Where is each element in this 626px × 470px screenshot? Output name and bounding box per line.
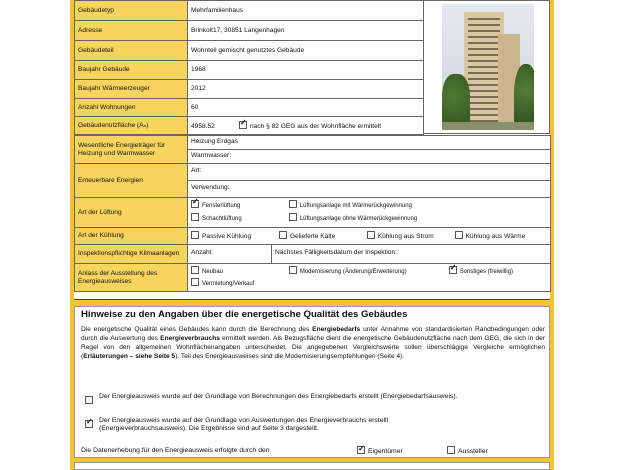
building-photo-cell [423, 0, 550, 134]
verbrauchsausweis-checkbox[interactable] [85, 420, 93, 428]
gelieferte-kaelte-checkbox[interactable] [279, 231, 287, 239]
kuehlung-options [188, 228, 551, 245]
kuehlung-waerme-label: Kühlung aus Wärme [465, 233, 526, 240]
energietraeger-label: Wesentliche Energieträger für Heizung und Warmwasser [75, 136, 188, 164]
verwendung-value: Verwendung: [191, 184, 230, 191]
passive-kuehlung-label: Passive Kühlung [202, 233, 252, 240]
table-row [75, 117, 424, 135]
row-label: Baujahr Gebäude [75, 61, 188, 80]
table-row [75, 198, 551, 228]
table-row [75, 80, 424, 99]
lueftungsanlage-mit-wrg-label: Lüftungsanlage mit Wärmerückgewinnung [299, 202, 412, 209]
table-row [75, 136, 551, 164]
bedarfsausweis-text: Der Energieausweis wurde auf der Grundlage von Berechnungen des Energiebedarfs erstellt (Energiebedarfsausweis). [99, 393, 458, 400]
aussteller-option [447, 446, 488, 455]
passive-kuehlung-checkbox[interactable] [191, 231, 199, 239]
table-row [75, 1, 424, 21]
aussteller-checkbox[interactable] [447, 446, 455, 454]
klima-values [188, 245, 551, 264]
next-section-edge [74, 462, 550, 470]
certificate-page [70, 0, 554, 470]
sonstiges-label: Sonstiges (freiwillig) [459, 268, 514, 275]
eigentuemer-checkbox[interactable] [357, 446, 365, 454]
neubau-label: Neubau [202, 268, 224, 275]
klima-datum: Nächstes Fälligkeitsdatum der Inspektion: [275, 249, 398, 256]
energietraeger-values [188, 136, 551, 164]
art-value: Art: [188, 164, 550, 181]
building-photo [442, 4, 534, 130]
lueftungsanlage-mit-wrg-checkbox[interactable] [289, 200, 297, 208]
anlass-options [188, 264, 551, 292]
table-row [75, 264, 551, 292]
lueftungsanlage-ohne-wrg-label: Lüftungsanlage ohne Wärmerückgewinnung [299, 215, 418, 222]
row-value: Brinkolt17, 30851 Langenhagen [188, 21, 424, 41]
kuehlung-waerme-checkbox[interactable] [455, 231, 463, 239]
table-row [75, 164, 551, 198]
erneuerbare-values [188, 164, 551, 198]
erneuerbare-label: Erneuerbare Energien [75, 164, 188, 198]
fensterlueftung-label: Fensterlüftung [202, 202, 241, 209]
sonstiges-checkbox[interactable] [449, 266, 457, 274]
kuehlung-strom-checkbox[interactable] [367, 231, 375, 239]
nutzflaeche-label: Gebäudenutzfläche (Aₙ) [75, 117, 188, 135]
eigentuemer-option [357, 446, 403, 455]
vermietung-label: Vermietung/Verkauf [202, 280, 255, 287]
geg-checkbox[interactable] [239, 121, 247, 129]
aussteller-label: Aussteller [458, 448, 488, 455]
schachtlueftung-checkbox[interactable] [191, 213, 199, 221]
neubau-checkbox[interactable] [191, 266, 199, 274]
geg-option-label: nach § 82 GEG aus der Wohnfläche ermittelt [250, 122, 382, 130]
table-row [75, 21, 424, 41]
warmwasser-value: Warmwasser: [191, 152, 232, 159]
row-label: Anzahl Wohnungen [75, 99, 188, 117]
nutzflaeche-value-cell [188, 117, 424, 135]
modernisierung-checkbox[interactable] [289, 266, 297, 274]
table-row [75, 61, 424, 80]
energy-table [74, 135, 551, 292]
lueftung-options [188, 198, 551, 228]
eigentuemer-label: Eigentümer [368, 448, 403, 455]
modernisierung-label: Modernisierung (Änderung/Erweiterung) [299, 268, 407, 275]
table-row [75, 41, 424, 61]
table-row [75, 245, 551, 264]
heizung-value: Heizung:Erdgas [188, 136, 550, 150]
hints-section [74, 306, 550, 458]
row-label: Adresse [75, 21, 188, 41]
row-value: 1968 [188, 61, 424, 80]
row-value: 2012 [188, 80, 424, 99]
hints-title: Hinweise zu den Angaben über die energetische Qualität des Gebäudes [81, 309, 408, 320]
hints-paragraph: Die energetische Qualität eines Gebäudes kann durch die Berechnung des Energiebedarfs unter Annahme von standardisierten Randbedingungen oder durch die Auswertung des Energieverbrauchs ermittelt werden. Als Bezugsfläche dient die energetische Gebäudenutzfläche nach dem GEG, die sich in der Regel von den allgemeinen Wohnflächenangaben unterscheidet. Die angegebenen Vergleichswerte sollen überschlägige Vergleiche ermöglichen (Erläuterungen – siehe Seite 5). Teil des Energieausweises sind die Modernisierungsempfehlungen (Seite 4). [81, 326, 546, 360]
table-row [75, 228, 551, 245]
gelieferte-kaelte-label: Gelieferte Kälte [289, 233, 336, 240]
building-data-table [74, 0, 424, 135]
lueftungsanlage-ohne-wrg-checkbox[interactable] [289, 213, 297, 221]
kuehlung-label: Art der Kühlung [75, 228, 188, 245]
klima-anzahl: Anzahl: [188, 245, 272, 263]
table-row [75, 99, 424, 117]
anlass-label: Anlass der Ausstellung des Energieausweises [75, 264, 188, 292]
datenerhebung-text: Die Datenerhebung für den Energieausweis erfolgte durch den [81, 447, 270, 454]
verbrauchsausweis-text: Der Energieausweis wurde auf der Grundlage von Auswertungen des Energieverbrauchs erstellt (Energieverbrauchsausweis). Die Ergebnisse sind auf Seite 3 dargestellt. [99, 417, 389, 433]
vermietung-checkbox[interactable] [191, 278, 199, 286]
row-value: Mehrfamilienhaus [188, 1, 424, 21]
kuehlung-strom-label: Kühlung aus Strom [377, 233, 434, 240]
bedarfsausweis-checkbox[interactable] [85, 396, 93, 404]
row-value: 60 [188, 99, 424, 117]
lueftung-label: Art der Lüftung [75, 198, 188, 228]
klima-label: Inspektionspflichtige Klimaanlagen [75, 245, 188, 264]
row-label: Gebäudetyp [75, 1, 188, 21]
row-label: Baujahr Wärmeerzeuger [75, 80, 188, 99]
row-label: Gebäudeteil [75, 41, 188, 61]
row-value: Wohnteil gemischt genutztes Gebäude [188, 41, 424, 61]
fensterlueftung-checkbox[interactable] [191, 200, 199, 208]
schachtlueftung-label: Schachtlüftung [202, 215, 242, 222]
nutzflaeche-value: 4958.52 [191, 122, 215, 130]
